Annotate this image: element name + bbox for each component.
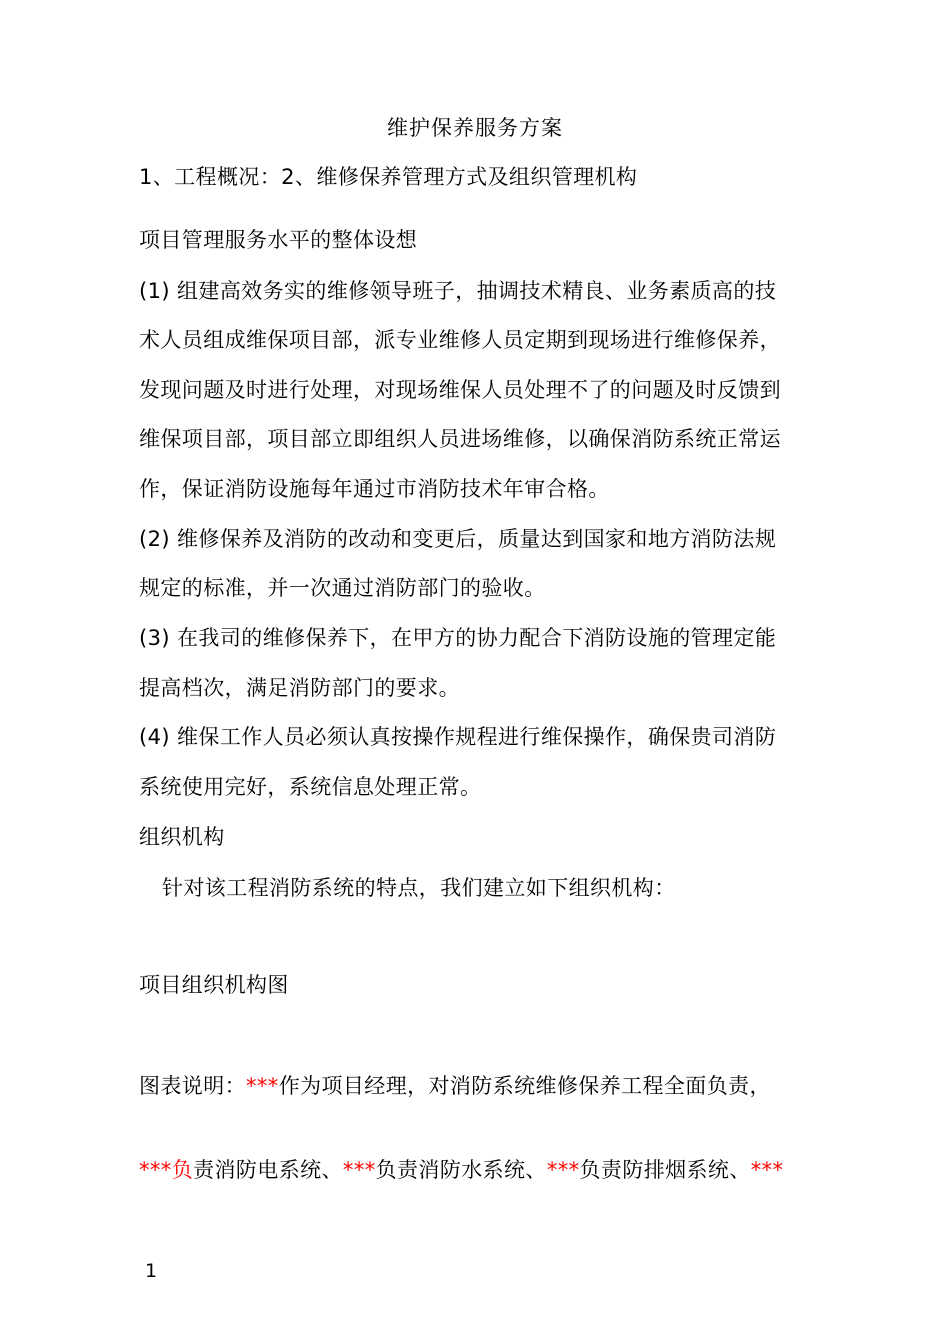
responsibility-text: 负责消防水系统、 — [375, 1158, 547, 1182]
org-chart-title: 项目组织机构图 — [139, 973, 289, 997]
item-4-line-2: 系统使用完好，系统信息处理正常。 — [139, 775, 482, 799]
section-heading: 1、工程概况：2、维修保养管理方式及组织管理机构 — [139, 165, 638, 189]
redacted-name: *** — [750, 1158, 784, 1182]
chart-explanation — [139, 1072, 771, 1100]
item-1-line-4: 维保项目部，项目部立即组织人员进场维修，以确保消防系统正常运 — [139, 427, 781, 451]
responsibility-text: 责消防电系统、 — [193, 1158, 343, 1182]
item-1-line-2: 术人员组成维保项目部，派专业维修人员定期到现场进行维修保养， — [139, 328, 781, 352]
item-2-line-2: 规定的标准，并一次通过消防部门的验收。 — [139, 576, 546, 600]
org-heading: 组织机构 — [139, 825, 225, 849]
item-2-line-1: (2) 维修保养及消防的改动和变更后，质量达到国家和地方消防法规 — [139, 527, 777, 551]
item-1-line-5: 作，保证消防设施每年通过市消防技术年审合格。 — [139, 477, 610, 501]
redacted-name: ***负 — [139, 1158, 194, 1182]
responsibilities-line — [139, 1156, 783, 1184]
redacted-name: *** — [342, 1158, 376, 1182]
explanation-label: 图表说明： — [139, 1074, 246, 1098]
item-4-line-1: (4) 维保工作人员必须认真按操作规程进行维保操作，确保贵司消防 — [139, 725, 777, 749]
page-number: 1 — [145, 1260, 158, 1282]
explanation-text: 作为项目经理，对消防系统维修保养工程全面负责， — [278, 1074, 771, 1098]
redacted-name: *** — [246, 1074, 279, 1098]
org-intro: 针对该工程消防系统的特点，我们建立如下组织机构： — [162, 876, 676, 900]
item-3-line-1: (3) 在我司的维修保养下，在甲方的协力配合下消防设施的管理定能 — [139, 626, 777, 650]
subheading-overall-concept: 项目管理服务水平的整体设想 — [139, 228, 418, 252]
item-1-line-3: 发现问题及时进行处理，对现场维保人员处理不了的问题及时反馈到 — [139, 378, 781, 402]
item-3-line-2: 提高档次，满足消防部门的要求。 — [139, 676, 460, 700]
document-title: 维护保养服务方案 — [387, 116, 563, 140]
responsibility-text: 负责防排烟系统、 — [579, 1158, 751, 1182]
item-1-line-1: (1) 组建高效务实的维修领导班子，抽调技术精良、业务素质高的技 — [139, 279, 777, 303]
redacted-name: *** — [546, 1158, 580, 1182]
